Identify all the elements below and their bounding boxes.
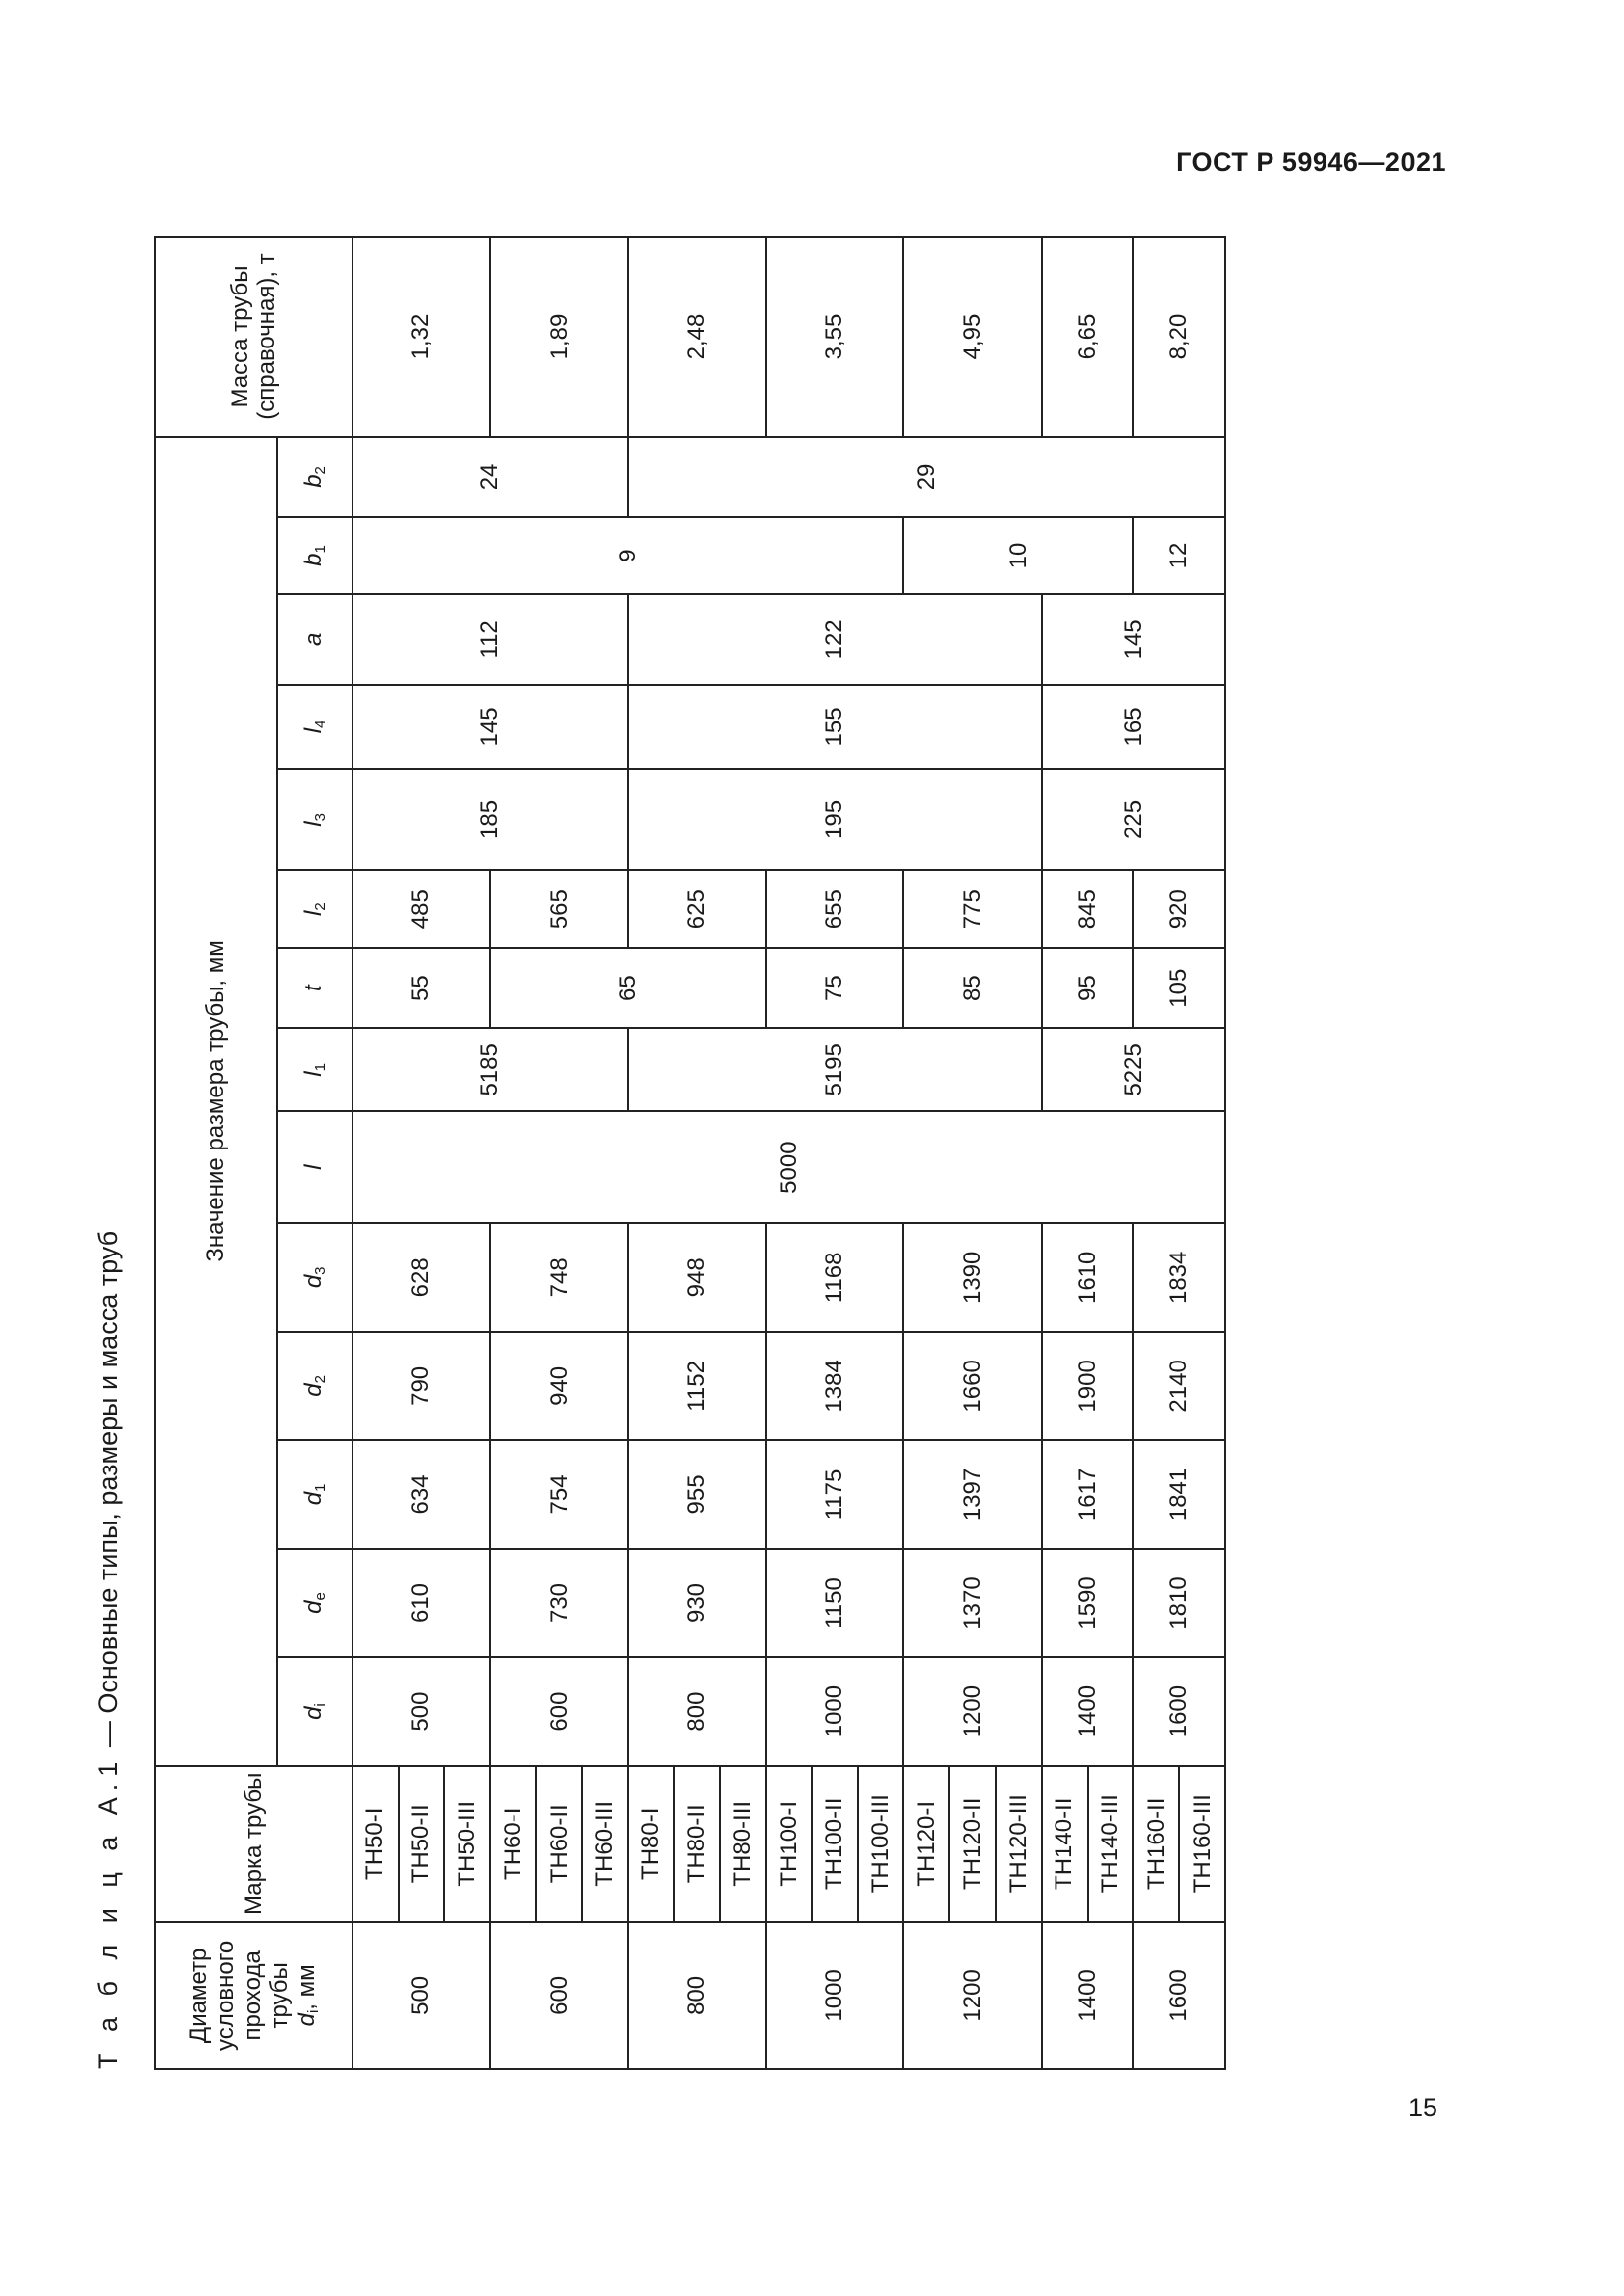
cell-l3: 185: [352, 769, 628, 870]
cell-l1: 5195: [628, 1028, 1042, 1111]
cell-di: 1000: [766, 1657, 903, 1766]
cell-dn: 800: [628, 1922, 766, 2069]
cell-a: 145: [1042, 594, 1225, 684]
standard-number: ГОСТ Р 59946—2021: [1176, 147, 1446, 177]
cell-grade: ТН100-II: [812, 1766, 858, 1922]
cell-dn: 500: [352, 1922, 490, 2069]
page-number: 15: [1407, 2093, 1437, 2122]
symbol-base: d: [299, 1491, 327, 1506]
cell-grade: ТН120-II: [949, 1766, 996, 1922]
cell-l2: 625: [628, 870, 766, 947]
cell-a: 112: [352, 594, 628, 684]
cell-grade: ТН60-II: [536, 1766, 582, 1922]
cell-d1: 1841: [1133, 1440, 1225, 1549]
cell-d1: 754: [490, 1440, 627, 1549]
cell-t: 55: [352, 948, 490, 1029]
cell-l4: 145: [352, 685, 628, 770]
cell-grade: ТН50-II: [399, 1766, 445, 1922]
cell-mass: 1,32: [352, 237, 490, 437]
header-symbol: [277, 1549, 352, 1658]
cell-t: 85: [903, 948, 1041, 1029]
cell-d3: 628: [352, 1223, 490, 1332]
cell-dn: 1600: [1133, 1922, 1225, 2069]
cell-grade: ТН120-III: [996, 1766, 1042, 1922]
header-symbol: [277, 948, 352, 1029]
cell-t: 105: [1133, 948, 1225, 1029]
cell-dn: 1400: [1042, 1922, 1134, 2069]
cell-b2: 24: [352, 437, 628, 517]
cell-grade: ТН80-II: [674, 1766, 720, 1922]
symbol-base: l: [300, 1164, 328, 1170]
cell-di: 600: [490, 1657, 627, 1766]
cell-b1: 10: [903, 517, 1133, 594]
cell-dn: 1000: [766, 1922, 903, 2069]
cell-grade: ТН140-III: [1088, 1766, 1134, 1922]
cell-d2: 1900: [1042, 1332, 1134, 1441]
cell-d3: 1168: [766, 1223, 903, 1332]
header-symbol: [277, 769, 352, 870]
cell-d1: 955: [628, 1440, 766, 1549]
cell-grade: ТН60-III: [582, 1766, 628, 1922]
cell-de: 1150: [766, 1549, 903, 1658]
symbol-base: d: [299, 1706, 327, 1720]
header-symbol: [277, 1111, 352, 1223]
cell-a: 122: [628, 594, 1042, 684]
symbol-subscript: 1: [311, 1483, 329, 1492]
symbol-base: d: [299, 1600, 327, 1614]
cell-grade: ТН60-I: [490, 1766, 536, 1922]
symbol-base: a: [300, 632, 328, 647]
cell-grade: ТН100-I: [766, 1766, 812, 1922]
symbol-base: l: [299, 910, 327, 916]
cell-de: 1590: [1042, 1549, 1134, 1658]
symbol-subscript: 1: [311, 545, 329, 554]
table-rotated-container: [154, 236, 1226, 2070]
header-symbol: [277, 594, 352, 684]
cell-grade: ТН50-III: [444, 1766, 490, 1922]
symbol-subscript: 2: [311, 466, 329, 475]
symbol-base: d: [299, 1383, 327, 1397]
cell-d3: 1610: [1042, 1223, 1134, 1332]
symbol-subscript: 2: [311, 1375, 329, 1384]
cell-l2: 920: [1133, 870, 1225, 947]
cell-l4: 155: [628, 685, 1042, 770]
symbol-base: l: [299, 1071, 327, 1077]
cell-grade: ТН140-II: [1042, 1766, 1088, 1922]
header-dimensions-group: Значение размера трубы, мм: [155, 437, 277, 1766]
cell-b1: 9: [352, 517, 904, 594]
symbol-base: b: [299, 553, 327, 566]
symbol-base: t: [300, 985, 328, 991]
cell-l2: 485: [352, 870, 490, 947]
header-grade: Марка трубы: [155, 1766, 352, 1922]
header-symbol: [277, 1332, 352, 1441]
cell-d1: 1617: [1042, 1440, 1134, 1549]
cell-l1: 5185: [352, 1028, 628, 1111]
header-symbol: [277, 1440, 352, 1549]
cell-de: 1370: [903, 1549, 1041, 1658]
header-symbol: [277, 1657, 352, 1766]
cell-d2: 1152: [628, 1332, 766, 1441]
cell-di: 1400: [1042, 1657, 1134, 1766]
cell-di: 500: [352, 1657, 490, 1766]
cell-dn: 600: [490, 1922, 627, 2069]
symbol-subscript: 3: [311, 1266, 329, 1275]
cell-d3: 748: [490, 1223, 627, 1332]
cell-de: 1810: [1133, 1549, 1225, 1658]
cell-mass: 2,48: [628, 237, 766, 437]
cell-l2: 565: [490, 870, 627, 947]
header-symbol: [277, 437, 352, 517]
header-mass: Масса трубы (справочная), т: [155, 237, 352, 437]
cell-d2: 790: [352, 1332, 490, 1441]
pipe-dimensions-table: [154, 236, 1226, 2070]
symbol-base: l: [299, 821, 327, 827]
cell-d2: 1660: [903, 1332, 1041, 1441]
cell-d2: 2140: [1133, 1332, 1225, 1441]
symbol-base: l: [299, 727, 327, 734]
symbol-subscript: i: [311, 1703, 329, 1707]
symbol-subscript: 4: [311, 720, 329, 728]
header-symbol: [277, 870, 352, 947]
cell-d1: 1175: [766, 1440, 903, 1549]
cell-dn: 1200: [903, 1922, 1041, 2069]
cell-d3: 1834: [1133, 1223, 1225, 1332]
cell-grade: ТН80-III: [720, 1766, 766, 1922]
cell-grade: ТН160-II: [1133, 1766, 1179, 1922]
symbol-base: d: [299, 1274, 327, 1289]
cell-mass: 1,89: [490, 237, 627, 437]
cell-l: 5000: [352, 1111, 1225, 1223]
cell-mass: 8,20: [1133, 237, 1225, 437]
cell-l3: 195: [628, 769, 1042, 870]
cell-de: 930: [628, 1549, 766, 1658]
cell-d3: 948: [628, 1223, 766, 1332]
cell-grade: ТН50-I: [352, 1766, 399, 1922]
cell-mass: 3,55: [766, 237, 903, 437]
cell-di: 800: [628, 1657, 766, 1766]
caption-text: — Основные типы, размеры и масса труб: [93, 1230, 123, 1755]
caption-lead: Т а б л и ц а А.1: [93, 1754, 123, 2069]
symbol-subscript: 1: [311, 1063, 329, 1072]
symbol-subscript: 2: [311, 902, 329, 911]
header-diameter: Диаметр условного прохода трубы $d_i$, мм: [155, 1922, 352, 2069]
cell-t: 75: [766, 948, 903, 1029]
cell-di: 1600: [1133, 1657, 1225, 1766]
cell-l1: 5225: [1042, 1028, 1225, 1111]
header-symbol: [277, 1028, 352, 1111]
cell-grade: ТН120-I: [903, 1766, 949, 1922]
cell-mass: 4,95: [903, 237, 1041, 437]
symbol-base: b: [299, 474, 327, 488]
cell-l2: 775: [903, 870, 1041, 947]
cell-d1: 1397: [903, 1440, 1041, 1549]
header-symbol: [277, 1223, 352, 1332]
cell-l4: 165: [1042, 685, 1225, 770]
cell-t: 65: [490, 948, 766, 1029]
cell-l3: 225: [1042, 769, 1225, 870]
cell-d2: 1384: [766, 1332, 903, 1441]
cell-grade: ТН100-III: [858, 1766, 904, 1922]
cell-grade: ТН160-III: [1179, 1766, 1225, 1922]
table-caption: [93, 1231, 129, 2069]
cell-d2: 940: [490, 1332, 627, 1441]
cell-b1: 12: [1133, 517, 1225, 594]
cell-mass: 6,65: [1042, 237, 1134, 437]
header-symbol: [277, 517, 352, 594]
cell-l2: 655: [766, 870, 903, 947]
cell-t: 95: [1042, 948, 1134, 1029]
cell-d1: 634: [352, 1440, 490, 1549]
symbol-subscript: 3: [311, 813, 329, 822]
cell-d3: 1390: [903, 1223, 1041, 1332]
cell-de: 610: [352, 1549, 490, 1658]
cell-de: 730: [490, 1549, 627, 1658]
cell-l2: 845: [1042, 870, 1134, 947]
cell-b2: 29: [628, 437, 1225, 517]
cell-grade: ТН80-I: [628, 1766, 675, 1922]
cell-di: 1200: [903, 1657, 1041, 1766]
header-symbol: [277, 685, 352, 770]
symbol-subscript: e: [311, 1592, 329, 1601]
